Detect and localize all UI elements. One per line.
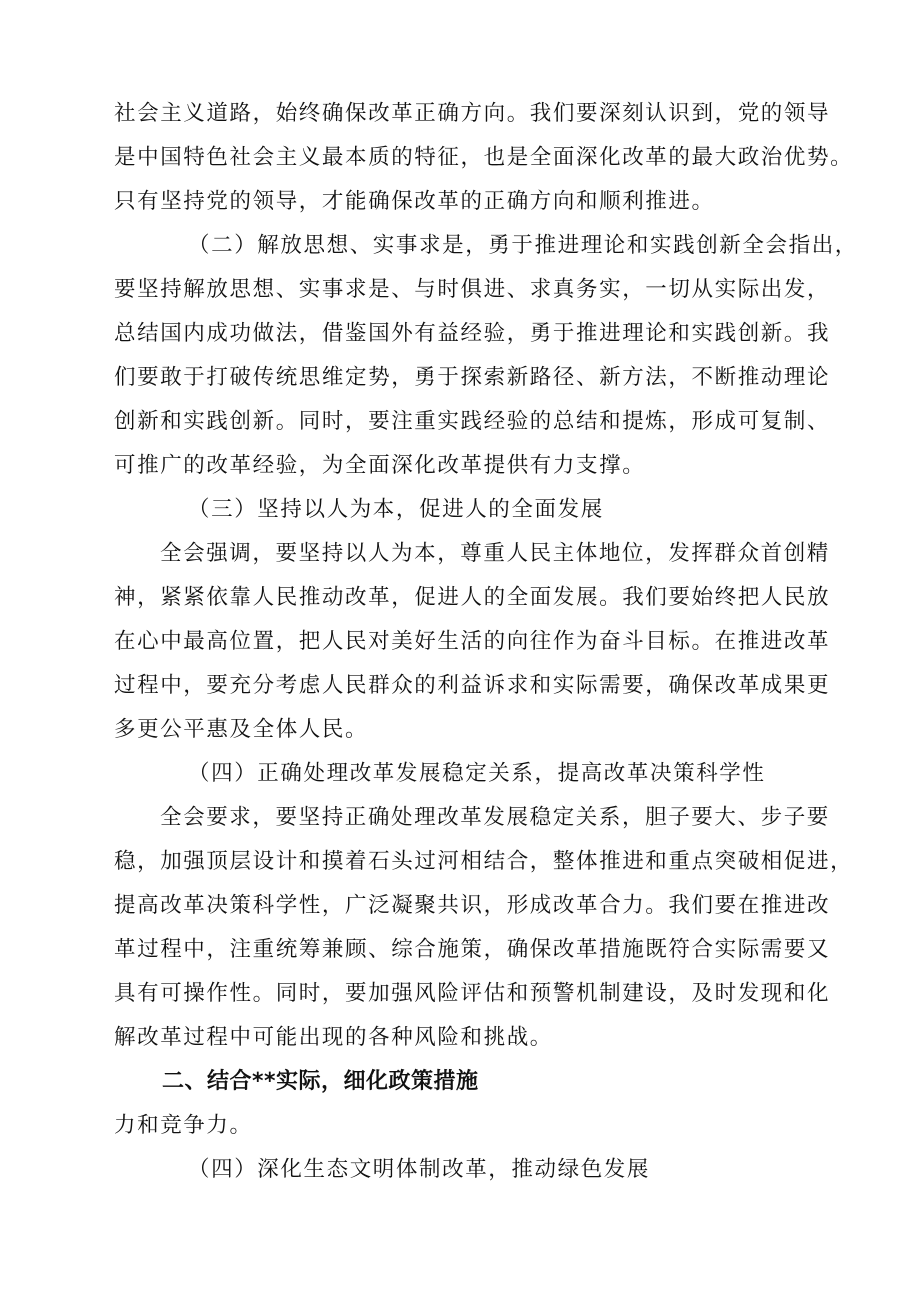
subsection-title-2: （二）解放思想、实事求是，勇于推进理论和实践创新全会指出， bbox=[188, 233, 858, 258]
body-line: 要坚持解放思想、实事求是、与时俱进、求真务实，一切从实际出发， bbox=[114, 277, 831, 302]
body-line: 们要敢于打破传统思维定势，勇于探索新路径、新方法，不断推动理论 bbox=[114, 365, 831, 390]
body-line: 全会要求，要坚持正确处理改革发展稳定关系，胆子要大、步子要 bbox=[160, 805, 830, 830]
body-line: 只有坚持党的领导，才能确保改革的正确方向和顺利推进。 bbox=[114, 189, 715, 214]
body-line: 可推广的改革经验，为全面深化改革提供有力支撑。 bbox=[114, 453, 646, 478]
body-line: 全会强调，要坚持以人为本，尊重人民主体地位，发挥群众首创精 bbox=[160, 541, 830, 566]
body-line: 总结国内成功做法，借鉴国外有益经验，勇于推进理论和实践创新。我 bbox=[114, 321, 831, 346]
body-line: 社会主义道路，始终确保改革正确方向。我们要深刻认识到，党的领导 bbox=[114, 101, 831, 126]
body-line: 神，紧紧依靠人民推动改革，促进人的全面发展。我们要始终把人民放 bbox=[114, 585, 831, 610]
body-line: 提高改革决策科学性，广泛凝聚共识，形成改革合力。我们要在推进改 bbox=[114, 893, 831, 918]
body-line: 是中国特色社会主义最本质的特征，也是全面深化改革的最大政治优势。 bbox=[114, 145, 854, 170]
body-line: 创新和实践创新。同时，要注重实践经验的总结和提炼，形成可复制、 bbox=[114, 409, 831, 434]
body-line: 解改革过程中可能出现的各种风险和挑战。 bbox=[114, 1025, 553, 1050]
body-line: 在心中最高位置，把人民对美好生活的向往作为奋斗目标。在推进改革 bbox=[114, 629, 831, 654]
subsection-title-3: （三）坚持以人为本，促进人的全面发展 bbox=[188, 497, 604, 522]
body-line: 革过程中，注重统筹兼顾、综合施策，确保改革措施既符合实际需要又 bbox=[114, 937, 831, 962]
section-heading: 二、结合**实际，细化政策措施 bbox=[162, 1069, 479, 1094]
subsection-title-4-ecology: （四）深化生态文明体制改革，推动绿色发展 bbox=[188, 1157, 651, 1182]
body-line: 稳，加强顶层设计和摸着石头过河相结合，整体推进和重点突破相促进， bbox=[114, 849, 854, 874]
body-line: 具有可操作性。同时，要加强风险评估和预警机制建设，及时发现和化 bbox=[114, 981, 831, 1006]
body-line: 多更公平惠及全体人民。 bbox=[114, 717, 369, 742]
subsection-title-4: （四）正确处理改革发展稳定关系，提高改革决策科学性 bbox=[188, 761, 766, 786]
body-line: 力和竞争力。 bbox=[114, 1113, 253, 1138]
body-line: 过程中，要充分考虑人民群众的利益诉求和实际需要，确保改革成果更 bbox=[114, 673, 831, 698]
